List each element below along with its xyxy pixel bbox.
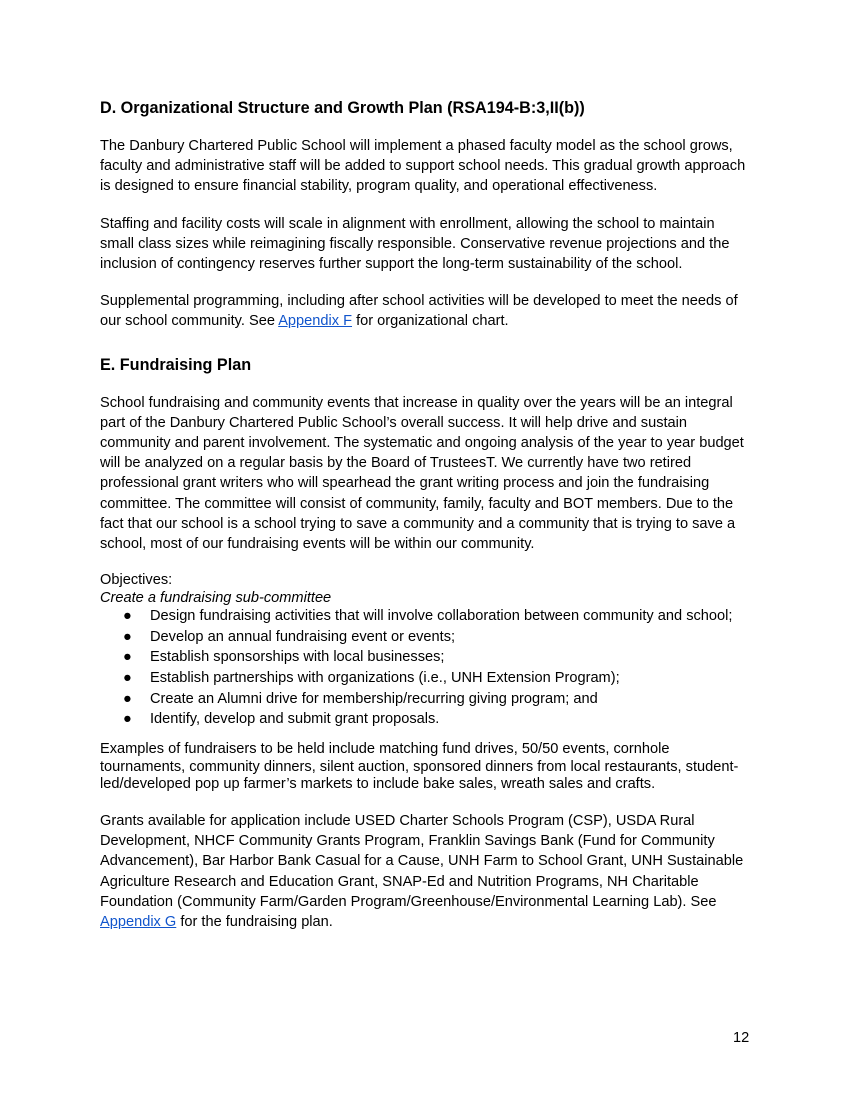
section-d-paragraph-3: [100, 291, 750, 331]
list-item: [100, 669, 750, 687]
list-item: [100, 710, 750, 728]
list-item-text: Develop an annual fundraising event or events;: [150, 628, 456, 645]
objectives-list: [100, 607, 750, 728]
list-item: [100, 607, 750, 625]
bullet-icon: ●: [123, 649, 132, 666]
section-d-paragraph-1: The Danbury Chartered Public School will implement a phased faculty model as the school grows, faculty and administrative staff will be added to support school needs. This gradual growth approach is designed to ensure financial stability, program quality, and operational effectiveness.: [100, 138, 746, 195]
section-d-heading: D. Organizational Structure and Growth Plan (RSA194-B:3,II(b)): [100, 99, 585, 117]
list-item: [100, 648, 750, 666]
bullet-icon: ●: [123, 608, 132, 625]
section-e-paragraph-1: School fundraising and community events that increase in quality over the years will be an integral part of the Danbury Chartered Public School’s overall success. It will help drive and sustain community and parent involvement. The systematic and ongoing analysis of the year to year budget will be analyzed on a regular basis by the Board of TrusteesT. We currently have two retired professional grant writers who will spearhead the grant writing process and join the fundraising committee. The committee will consist of community, family, faculty and BOT members. Due to the fact that our school is a school trying to save a community and a community that is trying to save a school, most of our fundraising events will be within our community.: [100, 394, 744, 553]
bullet-icon: ●: [123, 670, 132, 687]
bullet-icon: ●: [123, 711, 132, 728]
objectives-label: Objectives:: [100, 572, 173, 589]
section-e-paragraph-3: [100, 811, 750, 932]
list-item: [100, 628, 750, 646]
appendix-f-link[interactable]: Appendix F: [278, 313, 353, 330]
section-e-p3-text-before: Grants available for application include USED Charter Schools Program (CSP), USDA Rural Development, NHCF Community Grants Program, Franklin Savings Bank (Fund for Community Advancement), Bar Harbor Bank Casual for a Cause, UNH Farm to School Grant, UNH Sustainable Agriculture Research and Education Grant, SNAP-Ed and Nutrition Programs, NH Charitable Foundation (Community Farm/Garden Program/Greenhouse/Environmental Learning Lab). See: [100, 813, 744, 910]
appendix-g-link[interactable]: Appendix G: [100, 914, 177, 931]
bullet-icon: ●: [123, 628, 132, 645]
page-content: [100, 97, 750, 949]
list-item-text: Establish sponsorships with local businesses;: [150, 649, 445, 666]
list-item-text: Establish partnerships with organizations (i.e., UNH Extension Program);: [150, 670, 620, 687]
section-e-paragraph-2: Examples of fundraisers to be held include matching fund drives, 50/50 events, cornhole tournaments, community dinners, silent auction, sponsored dinners from local restaurants, student-led/developed pop up farmer’s markets to include bake sales, wreath sales and crafts.: [100, 741, 739, 793]
section-e-heading: E. Fundraising Plan: [100, 355, 252, 374]
section-d-p3-text-after: for organizational chart.: [352, 313, 509, 330]
section-d-p3-text-before: Supplemental programming, including after school activities will be developed to meet the needs of our school community. See: [100, 293, 738, 330]
list-item-text: Create an Alumni drive for membership/recurring giving program; and: [150, 690, 598, 707]
page-number: 12: [733, 1030, 750, 1046]
list-item-text: Identify, develop and submit grant proposals.: [150, 711, 440, 728]
bullet-icon: ●: [123, 690, 132, 707]
list-item-text: Design fundraising activities that will involve collaboration between community and school;: [150, 608, 733, 625]
section-e-p3-text-after: for the fundraising plan.: [176, 914, 333, 931]
section-d-paragraph-2: Staffing and facility costs will scale in alignment with enrollment, allowing the school to maintain small class sizes while reimagining fiscally responsible. Conservative revenue projections and the inclusion of contingency reserves further support the long-term sustainability of the school.: [100, 215, 730, 273]
list-item: [100, 690, 750, 708]
subcommittee-heading: Create a fundraising sub-committee: [100, 590, 332, 607]
